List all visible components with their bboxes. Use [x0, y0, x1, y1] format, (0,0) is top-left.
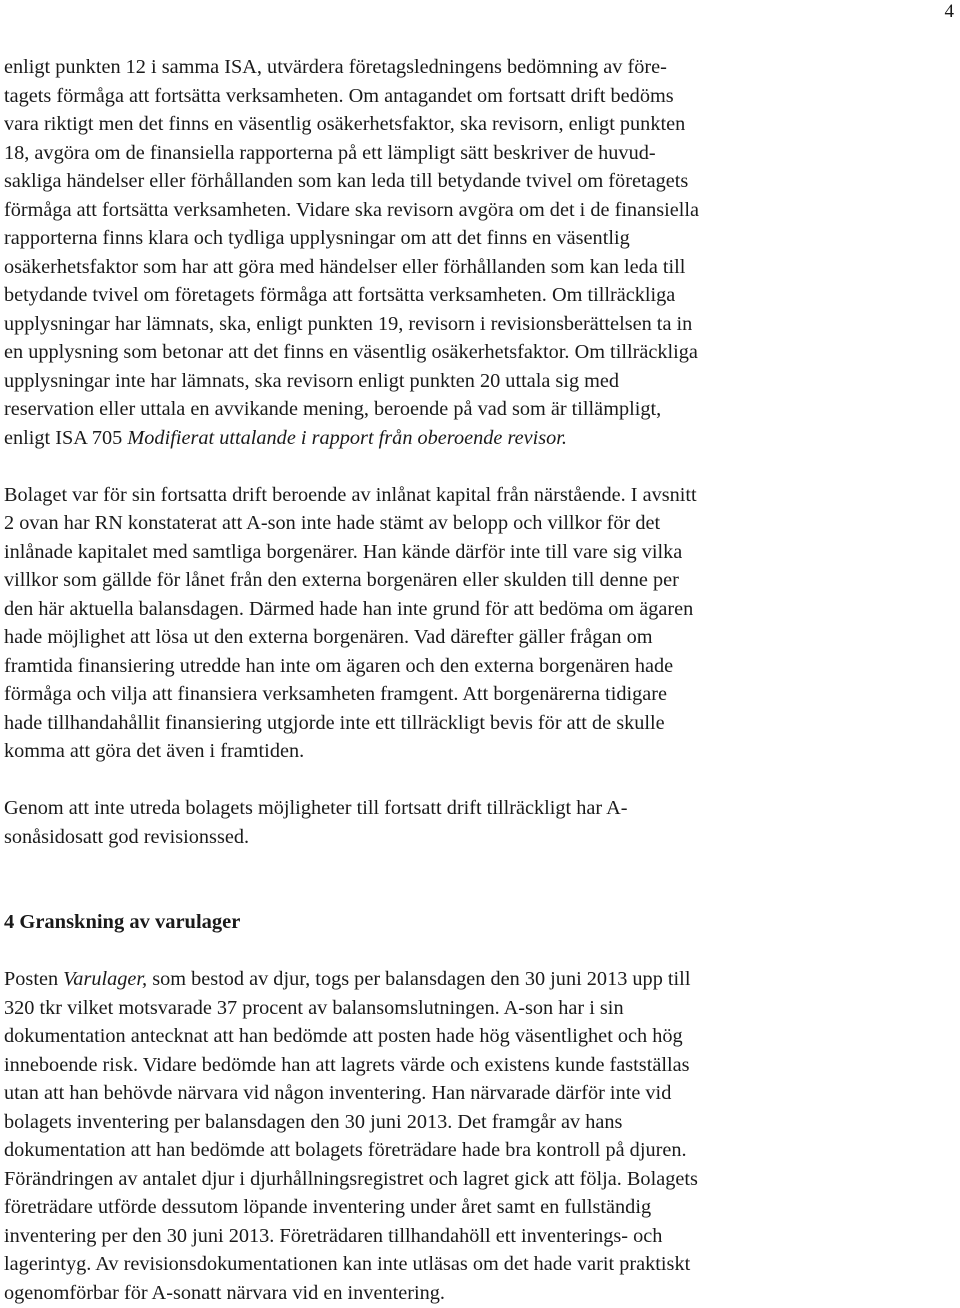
text-line: framtida finansiering utredde han inte om ägaren och den externa borgenären hade — [4, 654, 674, 677]
text-line: 320 tkr vilket motsvarade 37 procent av balansomslutningen. A-son har i sin — [4, 996, 624, 1019]
paragraph-going-concern-standard — [4, 53, 834, 452]
text-line: komma att göra det även i framtiden. — [4, 740, 305, 762]
text-line: Bolaget var för sin fortsatta drift beroende av inlånat kapital från närstående. I avsnitt — [4, 483, 697, 506]
paragraph-spacer — [4, 452, 834, 481]
document-body — [4, 53, 834, 1307]
text-line: enligt punkten 12 i samma ISA, utvärdera företagsledningens bedömning av före- — [4, 56, 667, 78]
text-line: tagets förmåga att fortsätta verksamheten. Om antagandet om fortsatt drift bedöms — [4, 84, 674, 107]
text-line: utan att han behövde närvara vid någon inventering. Han närvarade därför inte vid — [4, 1082, 672, 1104]
paragraph-spacer — [4, 766, 834, 795]
paragraph-spacer — [4, 937, 834, 966]
text-line: sonåsidosatt god revisionssed. — [4, 825, 250, 848]
text-line: hade tillhandahållit finansiering utgjorde inte ett tillräckligt bevis för att de skulle — [4, 711, 665, 734]
page-number: 4 — [944, 1, 954, 22]
text-line: lagerintyg. Av revisionsdokumentationen kan inte utläsas om det hade varit praktiskt — [4, 1253, 691, 1275]
text-line: inventering per den 30 juni 2013. Företrädaren tillhandahöll ett inventerings- och — [4, 1224, 663, 1247]
text-line: hade möjlighet att lösa ut den externa borgenären. Vad därefter gäller frågan om — [4, 626, 653, 648]
text-line: osäkerhetsfaktor som har att göra med händelser eller förhållanden som kan leda till — [4, 255, 686, 278]
text-line: rapporterna finns klara och tydliga upplysningar om att det finns en väsentlig — [4, 227, 630, 249]
text-line: villkor som gällde för lånet från den externa borgenären eller skulden till denne per — [4, 569, 679, 591]
text-line: 18, avgöra om de finansiella rapporterna på ett lämpligt sätt beskriver de huvud- — [4, 141, 656, 164]
text-line: förmåga att fortsätta verksamheten. Vidare ska revisorn avgöra om det i de finansiella — [4, 198, 700, 221]
text-line: den här aktuella balansdagen. Därmed hade han inte grund för att bedöma om ägaren — [4, 597, 694, 620]
text-segment: som bestod av djur, togs per balansdagen den 30 juni 2013 upp till — [147, 968, 691, 990]
text-line: vara riktigt men det finns en väsentlig osäkerhetsfaktor, ska revisorn, enligt punkten — [4, 113, 686, 135]
text-line: dokumentation att han bedömde att bolagets företrädare hade bra kontroll på djuren. — [4, 1139, 687, 1161]
text-line: Genom att inte utreda bolagets möjligheter till fortsatt drift tillräckligt har A- — [4, 797, 628, 819]
text-line: förmåga och vilja att finansiera verksamheten framgent. Att borgenärerna tidigare — [4, 683, 668, 705]
text-line: sakliga händelser eller förhållanden som kan leda till betydande tvivel om företagets — [4, 170, 689, 192]
italic-reference: Modifierat uttalande i rapport från oberoende revisor. — [127, 426, 567, 449]
paragraph-inventory-review — [4, 965, 834, 1307]
text-line: ogenomförbar för A-sonatt närvara vid en inventering. — [4, 1281, 445, 1304]
text-line — [4, 965, 834, 994]
paragraph-financing-assessment — [4, 481, 834, 766]
text-line: dokumentation antecknat att han bedömde att posten hade hög väsentlighet och hög — [4, 1025, 683, 1047]
text-line: 2 ovan har RN konstaterat att A-son inte hade stämt av belopp och villkor för det — [4, 512, 661, 534]
italic-term: Varulager, — [63, 968, 148, 990]
text-line: Förändringen av antalet djur i djurhållningsregistret och lagret gick att följa. Bolagets — [4, 1167, 698, 1190]
section-heading: 4 Granskning av varulager — [4, 911, 241, 933]
text-line: en upplysning som betonar att det finns en väsentlig osäkerhetsfaktor. Om tillräckliga — [4, 341, 698, 363]
text-line: upplysningar har lämnats, ska, enligt punkten 19, revisorn i revisionsberättelsen ta in — [4, 312, 693, 335]
text-line: reservation eller uttala en avvikande mening, beroende på vad som är tillämpligt, — [4, 398, 662, 420]
text-line: bolagets inventering per balansdagen den 30 juni 2013. Det framgår av hans — [4, 1110, 623, 1133]
text-line: inlånade kapitalet med samtliga borgenärer. Han kände därför inte till vare sig vilka — [4, 540, 683, 563]
text-line: betydande tvivel om företagets förmåga att fortsätta verksamheten. Om tillräckliga — [4, 284, 676, 306]
text-segment: Posten — [4, 968, 64, 990]
text-line: inneboende risk. Vidare bedömde han att lagrets värde och existens kunde fastställas — [4, 1053, 690, 1076]
text-line: företrädare utförde dessutom löpande inventering under året samt en fullständig — [4, 1196, 652, 1218]
text-segment: enligt ISA 705 — [4, 426, 128, 449]
text-line — [4, 424, 834, 453]
paragraph-conclusion — [4, 794, 834, 851]
section-spacer — [4, 851, 834, 908]
text-line: upplysningar inte har lämnats, ska revisorn enligt punkten 20 uttala sig med — [4, 369, 620, 392]
